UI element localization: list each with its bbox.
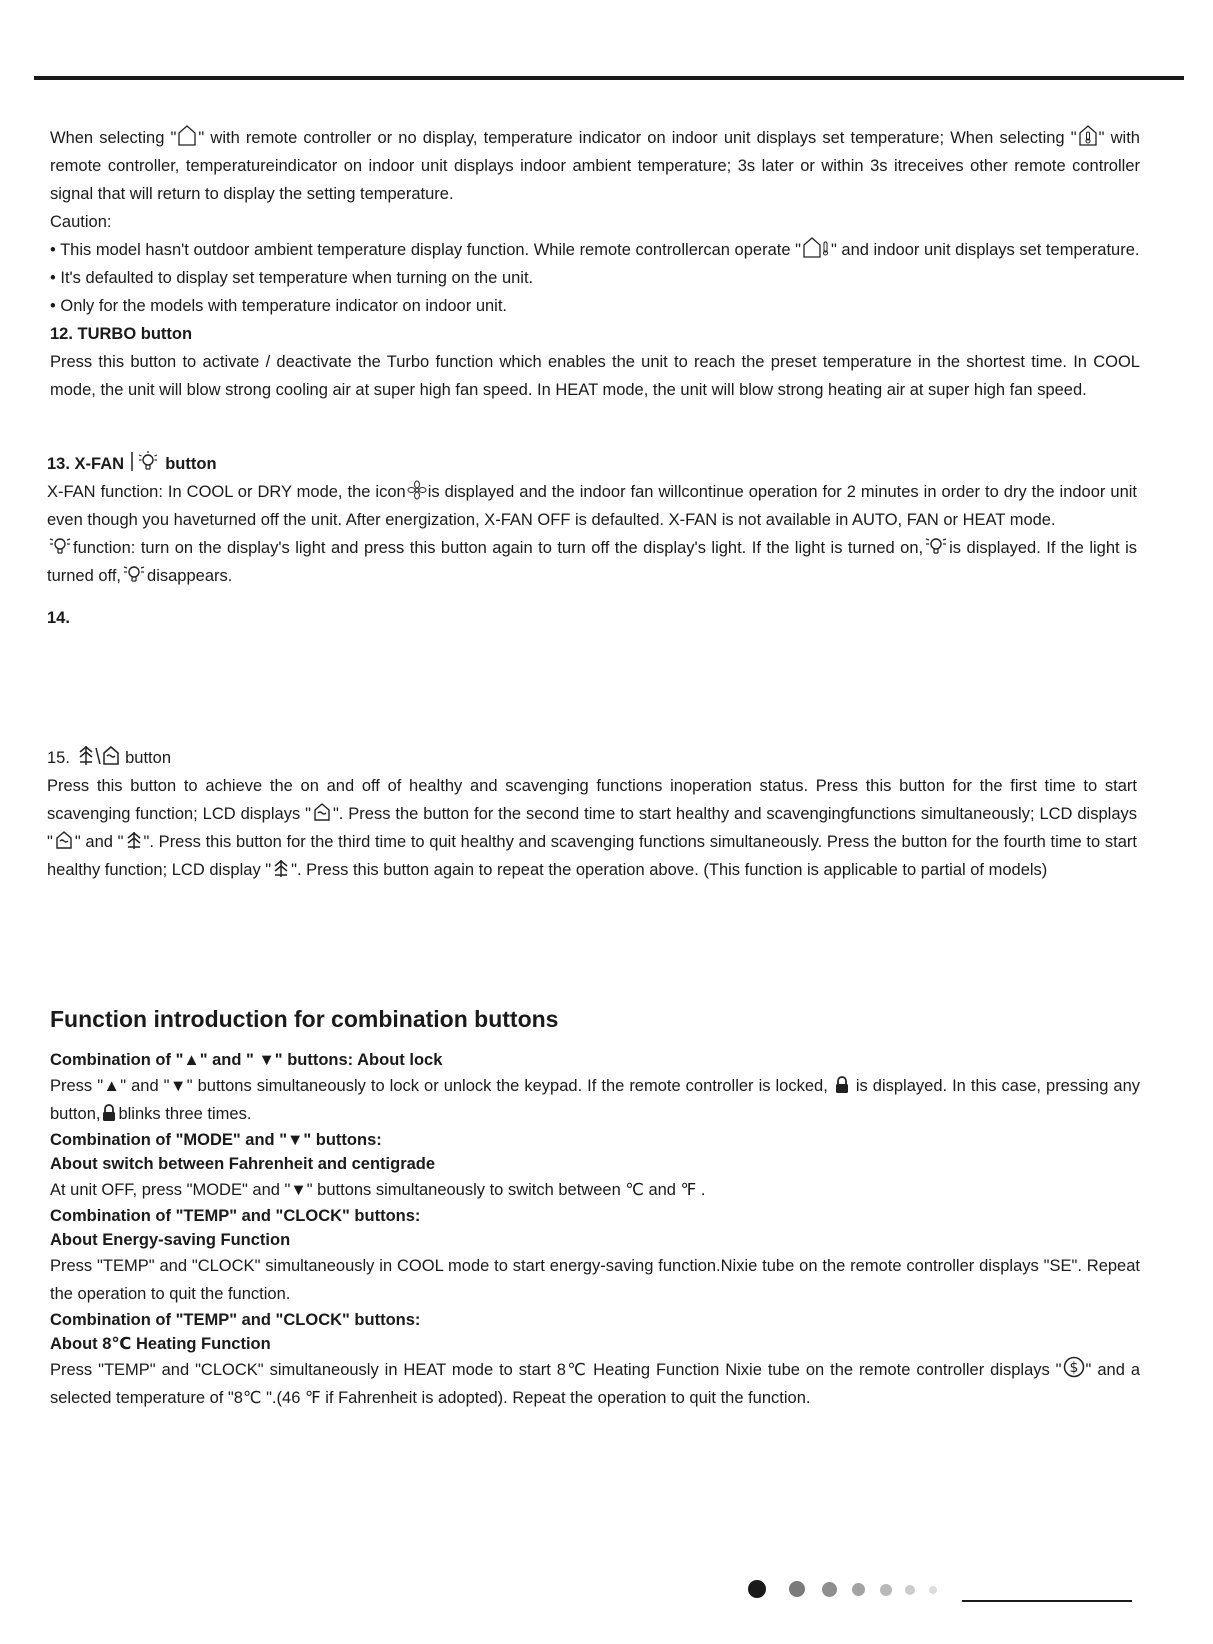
outdoor-thermometer-icon xyxy=(802,236,830,258)
lock-title: Combination of "▲" and " ▼" buttons: About lock xyxy=(50,1051,443,1069)
caution-bullet: • It's defaulted to display set temperature when turning on the unit. xyxy=(50,269,534,287)
caution-bullet xyxy=(50,236,1140,264)
healthy-text-part: ". Press this button for the third time to quit healthy and scavenging functions simultaneously. Press the button for the fourth time to start healthy function; LCD display " xyxy=(47,833,1137,879)
page-dot xyxy=(748,1580,766,1598)
footer-rule xyxy=(962,1600,1132,1602)
healthy-title-text: button xyxy=(125,749,171,767)
page-dot xyxy=(789,1581,805,1597)
lock-icon xyxy=(101,1104,117,1122)
caution-label: Caution: xyxy=(50,213,112,231)
xfan-text-part: is displayed and the indoor fan willcontinue operation for 2 minutes in order to dry the indoor unit even though you haveturned off the unit. After energization, X-FAN OFF is defaulted. X-FAN is not available in AUTO, FAN or HEAT mode. xyxy=(47,483,1137,529)
header-rule xyxy=(34,76,1184,80)
indoor-thermometer-icon xyxy=(1078,124,1098,146)
page-dot xyxy=(852,1583,865,1596)
energy-title: Combination of "TEMP" and "CLOCK" buttons: xyxy=(50,1207,421,1225)
caution-bullet: • Only for the models with temperature indicator on indoor unit. xyxy=(50,297,508,315)
xfan-text-part: X-FAN function: In COOL or DRY mode, the icon xyxy=(47,483,406,501)
bullet-text: • This model hasn't outdoor ambient temperature display function. While remote controllercan operate " xyxy=(50,241,801,259)
heating-text xyxy=(50,1356,1140,1412)
page-dot xyxy=(880,1584,892,1596)
fan-icon xyxy=(407,480,427,500)
page-dot xyxy=(822,1582,837,1597)
light-text-part: function: turn on the display's light and press this button again to turn off the display's light. If the light is turned on, xyxy=(73,539,924,557)
lock-icon xyxy=(834,1076,850,1094)
combination-section xyxy=(50,1004,1140,1412)
light-icon xyxy=(130,450,160,472)
xfan-title-text: button xyxy=(165,455,217,473)
fahrenheit-subtitle: About switch between Fahrenheit and centigrade xyxy=(50,1155,436,1173)
turbo-title: 12. TURBO button xyxy=(50,325,193,343)
fahrenheit-text: At unit OFF, press "MODE" and "▼" buttons simultaneously to switch between ℃ and ℉ . xyxy=(50,1181,706,1199)
document-body xyxy=(50,124,1140,404)
svg-text:$: $ xyxy=(1069,1360,1079,1376)
intro-paragraph xyxy=(50,124,1140,208)
light-text-part: is displayed. If the light is turned off, xyxy=(47,539,1137,585)
item-14-title: 14. xyxy=(47,609,70,627)
heating-text-part: Press "TEMP" and "CLOCK" simultaneously in HEAT mode to start 8℃ Heating Function Nixie tube on the remote controller displays " xyxy=(50,1361,1062,1379)
intro-text: " with remote controller or no display, temperature indicator on indoor unit displays set temperature; When selecting " xyxy=(198,129,1077,147)
healthy-icon xyxy=(272,858,290,878)
xfan-title-text: 13. X-FAN xyxy=(47,455,125,473)
heating-title: Combination of "TEMP" and "CLOCK" buttons: xyxy=(50,1311,421,1329)
lock-text-part: blinks three times. xyxy=(118,1105,252,1123)
healthy-text-part: Press this button to achieve the on and off of healthy and scavenging functions inoperation status. Press this button for the first time to start scavenging function; LCD displays " xyxy=(47,777,1137,823)
heating-8c-icon xyxy=(1063,1356,1085,1378)
light-text-part: disappears. xyxy=(147,567,233,585)
xfan-text xyxy=(47,478,1137,534)
healthy-scavenging-icon xyxy=(76,744,120,766)
light-text xyxy=(47,534,1137,590)
light-icon xyxy=(924,534,948,556)
healthy-text-part: " and " xyxy=(74,833,124,851)
page-dot xyxy=(905,1585,915,1595)
document-body-lower xyxy=(47,450,1137,884)
lock-text xyxy=(50,1072,1140,1128)
energy-subtitle: About Energy-saving Function xyxy=(50,1231,291,1249)
house-icon xyxy=(177,124,197,146)
lock-text-part: Press "▲" and "▼" buttons simultaneously to lock or unlock the keypad. If the remote controller is locked, xyxy=(50,1077,828,1095)
turbo-text: Press this button to activate / deactivate the Turbo function which enables the unit to reach the preset temperature in the shortest time. In COOL mode, the unit will blow strong cooling air at super high fan speed. In HEAT mode, the unit will blow strong heating air at super high fan speed. xyxy=(50,353,1140,399)
heating-text-part: " and a selected temperature of "8℃ ".(46 ℉ if Fahrenheit is adopted). Repeat the operation to quit the function. xyxy=(50,1361,1140,1407)
healthy-title-text: 15. xyxy=(47,749,70,767)
healthy-text-part: ". Press the button for the second time to start healthy and scavengingfunctions simultaneously; LCD displays " xyxy=(47,805,1137,851)
scavenging-icon xyxy=(312,802,332,822)
intro-text: When selecting " xyxy=(50,129,177,147)
healthy-title xyxy=(47,744,1137,772)
healthy-icon xyxy=(125,830,143,850)
fahrenheit-title: Combination of "MODE" and "▼" buttons: xyxy=(50,1131,382,1149)
blank-area xyxy=(47,632,1137,744)
scavenging-icon xyxy=(54,830,74,850)
healthy-text-part: ". Press this button again to repeat the operation above. (This function is applicable to partial of models) xyxy=(291,861,1048,879)
bullet-text: " and indoor unit displays set temperature. xyxy=(830,241,1140,259)
xfan-title xyxy=(47,450,1137,478)
page-indicator-dots xyxy=(0,1578,1213,1608)
light-icon xyxy=(48,534,72,556)
energy-text: Press "TEMP" and "CLOCK" simultaneously in COOL mode to start energy-saving function.Nixie tube on the remote controller displays "SE". Repeat the operation to quit the function. xyxy=(50,1257,1140,1303)
healthy-text xyxy=(47,772,1137,884)
intro-text: " with remote controller, temperatureindicator on indoor unit displays indoor ambient temperature; 3s later or within 3s itreceives other remote controller signal that will return to display the setting temperature. xyxy=(50,129,1140,203)
page-dot xyxy=(929,1586,937,1594)
light-icon xyxy=(122,562,146,584)
lock-text-part: is displayed. In this case, pressing any button, xyxy=(50,1077,1141,1123)
heating-subtitle: About 8℃ Heating Function xyxy=(50,1335,271,1353)
section-heading: Function introduction for combination buttons xyxy=(50,1006,559,1032)
